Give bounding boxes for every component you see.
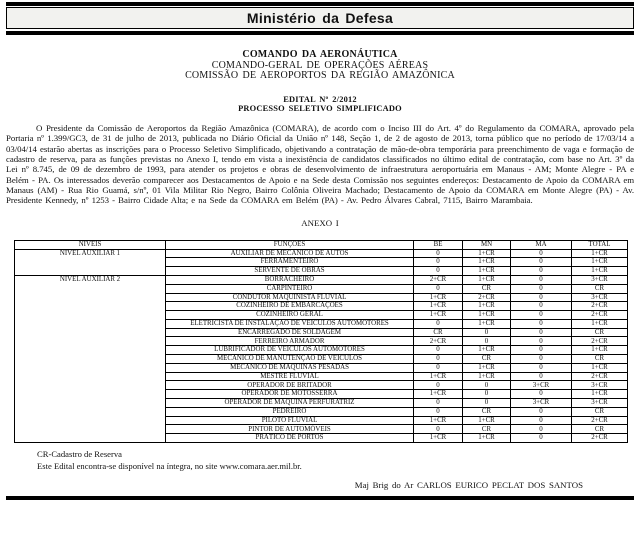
funcao-cell: SERVENTE DE OBRAS [166, 267, 414, 276]
edital-type: PROCESSO SELETIVO SIMPLIFICADO [238, 104, 402, 114]
mn-cell: 1+CR [463, 302, 511, 311]
footer-notes [37, 449, 634, 472]
edital-number: EDITAL Nº 2/2012 [283, 94, 357, 104]
column-header-total: TOTAL [572, 240, 628, 249]
total-cell: 1+CR [572, 363, 628, 372]
anexo-table [14, 240, 628, 443]
ma-cell: 0 [511, 434, 572, 443]
funcao-cell: COZINHEIRO GERAL [166, 311, 414, 320]
total-cell: 3+CR [572, 293, 628, 302]
mn-cell: 0 [463, 337, 511, 346]
ma-cell: 0 [511, 407, 572, 416]
mn-cell: 0 [463, 381, 511, 390]
be-cell: 1+CR [414, 311, 463, 320]
table-row [15, 275, 628, 284]
funcao-cell: PRÁTICO DE PORTOS [166, 434, 414, 443]
cr-legend-note: CR-Cadastro de Reserva [37, 449, 122, 460]
be-cell: 0 [414, 407, 463, 416]
ma-cell: 0 [511, 372, 572, 381]
be-cell: 1+CR [414, 434, 463, 443]
ma-cell: 0 [511, 319, 572, 328]
total-cell: 1+CR [572, 258, 628, 267]
ma-cell: 3+CR [511, 381, 572, 390]
org-line-comando-geral: COMANDO-GERAL DE OPERAÇÕES AÉREAS [211, 59, 429, 71]
total-cell: 3+CR [572, 381, 628, 390]
be-cell: 0 [414, 319, 463, 328]
be-cell: 1+CR [414, 372, 463, 381]
column-header-funcoes: FUNÇÕES [166, 240, 414, 249]
top-rule [6, 2, 634, 6]
funcao-cell: BORRACHEIRO [166, 275, 414, 284]
org-line-comissao-aeroportos: COMISSÃO DE AEROPORTOS DA REGIÃO AMAZÔNICA [185, 70, 455, 82]
ma-cell: 0 [511, 337, 572, 346]
total-cell: CR [572, 284, 628, 293]
ma-cell: 0 [511, 302, 572, 311]
edital-body-paragraph: O Presidente da Comissão de Aeroportos da Região Amazônica (COMARA), de acordo com o Inciso III do Art. 4º do Regulamento da COMARA, aprovado pela Portaria nº 1.399/GC3, de 31 de julho de 2013, publicada no Diário Oficial da União nº 148, Seção 1, de 2 de agosto de 2013, torna público que no período de 17/03/14 a 03/04/14 estarão abertas as inscrições para o Processo Seletivo Simplificado, objetivando a contratação de mão-de-obra temporária para preenchimento de vaga e formação de cadastro de reserva, para as funções previstas no Anexo I, tendo em vista a inexistência de candidatos classificados no último edital de contratação, com base no Art. 3º da Lei nº 8.745, de 09 de dezembro de 1993, para atender os projetos e obras de desenvolvimento de infraestrutura aeroportuária em Manaus - AM; Monte Alegre - PA e Belém - PA. Os interessados deverão comparecer aos Destacamentos de Apoio e na Sede desta Comissão nos seguintes endereços: Destacamento de Apoio da COMARA em Manaus (AM) - Rua Rio Guamá, s/nº, 01 Vila Militar Rio Negro, Bairro Colônia Oliveira Machado; Destacamento de Apoio da COMARA em Monte Alegre (PA) - Av. Presidente Kennedy, nº 1253 - Bairro Cidade Alta; e na Sede da COMARA em Belém (PA) - Av. Pedro Álvares Cabral, 7115, Bairro Marambaia. [6, 122, 634, 206]
column-header-ma: MA [511, 240, 572, 249]
anexo-table-header-row [15, 240, 628, 249]
total-cell: 3+CR [572, 275, 628, 284]
column-header-be: BE [414, 240, 463, 249]
ma-cell: 0 [511, 293, 572, 302]
total-cell: 3+CR [572, 399, 628, 408]
funcao-cell: MESTRE FLUVIAL [166, 372, 414, 381]
be-cell: 1+CR [414, 293, 463, 302]
total-cell: 2+CR [572, 434, 628, 443]
total-cell: CR [572, 425, 628, 434]
mn-cell: 2+CR [463, 293, 511, 302]
org-line-comando-aeronautica: COMANDO DA AERONÁUTICA [242, 49, 398, 60]
total-cell: 2+CR [572, 311, 628, 320]
be-cell: 1+CR [414, 302, 463, 311]
mn-cell: CR [463, 407, 511, 416]
funcao-cell: ELETRICISTA DE INSTALAÇÃO DE VEÍCULOS AUTOMOTORES [166, 319, 414, 328]
anexo-table-body [15, 249, 628, 443]
anexo-title: ANEXO I [301, 217, 339, 228]
mn-cell: 1+CR [463, 434, 511, 443]
ma-cell: 0 [511, 284, 572, 293]
signature-line: Maj Brig do Ar CARLOS EURICO PECLAT DOS SANTOS [354, 480, 583, 491]
funcao-cell: OPERADOR DE BRITADOR [166, 381, 414, 390]
be-cell: 0 [414, 284, 463, 293]
ma-cell: 0 [511, 416, 572, 425]
be-cell: 0 [414, 425, 463, 434]
mn-cell: CR [463, 355, 511, 364]
be-cell: 0 [414, 363, 463, 372]
ma-cell: 0 [511, 275, 572, 284]
total-cell: CR [572, 407, 628, 416]
funcao-cell: PILOTO FLUVIAL [166, 416, 414, 425]
edital-heading [6, 95, 634, 114]
column-header-niveis: NÍVEIS [15, 240, 166, 249]
be-cell: 2+CR [414, 275, 463, 284]
be-cell: 0 [414, 249, 463, 258]
mn-cell: 0 [463, 328, 511, 337]
be-cell: 1+CR [414, 390, 463, 399]
availability-note: Este Edital encontra-se disponível na íntegra, no site www.comara.aer.mil.br. [37, 460, 302, 471]
funcao-cell: MECÂNICO DE MÁQUINAS PESADAS [166, 363, 414, 372]
level-cell: NÍVEL AUXILIAR 2 [15, 275, 166, 442]
ma-cell: 0 [511, 363, 572, 372]
mn-cell: 0 [463, 390, 511, 399]
funcao-cell: MECÂNICO DE MANUTENÇÃO DE VEÍCULOS [166, 355, 414, 364]
be-cell: 2+CR [414, 337, 463, 346]
funcao-cell: AUXILIAR DE MECÂNICO DE AUTOS [166, 249, 414, 258]
ma-cell: 3+CR [511, 399, 572, 408]
mn-cell: 1+CR [463, 372, 511, 381]
be-cell: 0 [414, 258, 463, 267]
masthead-box [6, 7, 634, 29]
org-heading [6, 50, 634, 82]
total-cell: 2+CR [572, 416, 628, 425]
total-cell: 2+CR [572, 302, 628, 311]
masthead-bottom-rule [6, 31, 634, 35]
total-cell: 1+CR [572, 267, 628, 276]
be-cell: 0 [414, 399, 463, 408]
funcao-cell: FERRAMENTEIRO [166, 258, 414, 267]
ma-cell: 0 [511, 328, 572, 337]
mn-cell: CR [463, 425, 511, 434]
mn-cell: 1+CR [463, 311, 511, 320]
total-cell: 1+CR [572, 319, 628, 328]
anexo-table-head [15, 240, 628, 249]
ma-cell: 0 [511, 267, 572, 276]
be-cell: 1+CR [414, 416, 463, 425]
mn-cell: 0 [463, 399, 511, 408]
total-cell: 1+CR [572, 346, 628, 355]
funcao-cell: FERREIRO ARMADOR [166, 337, 414, 346]
funcao-cell: ENCARREGADO DE SOLDAGEM [166, 328, 414, 337]
mn-cell: 1+CR [463, 275, 511, 284]
bottom-rule [6, 496, 634, 500]
ma-cell: 0 [511, 390, 572, 399]
ma-cell: 0 [511, 249, 572, 258]
ma-cell: 0 [511, 355, 572, 364]
mn-cell: CR [463, 284, 511, 293]
be-cell: 0 [414, 381, 463, 390]
mn-cell: 1+CR [463, 363, 511, 372]
masthead-title: Ministério da Defesa [246, 10, 394, 26]
mn-cell: 1+CR [463, 416, 511, 425]
ma-cell: 0 [511, 425, 572, 434]
total-cell: 1+CR [572, 390, 628, 399]
funcao-cell: PEDREIRO [166, 407, 414, 416]
ma-cell: 0 [511, 346, 572, 355]
funcao-cell: LUBRIFICADOR DE VEÍCULOS AUTOMOTORES [166, 346, 414, 355]
total-cell: CR [572, 328, 628, 337]
funcao-cell: PINTOR DE AUTOMÓVEIS [166, 425, 414, 434]
mn-cell: 1+CR [463, 267, 511, 276]
ma-cell: 0 [511, 311, 572, 320]
be-cell: 0 [414, 355, 463, 364]
level-cell: NÍVEL AUXILIAR 1 [15, 249, 166, 275]
table-row [15, 249, 628, 258]
mn-cell: 1+CR [463, 258, 511, 267]
column-header-mn: MN [463, 240, 511, 249]
ma-cell: 0 [511, 258, 572, 267]
be-cell: CR [414, 328, 463, 337]
mn-cell: 1+CR [463, 249, 511, 258]
total-cell: CR [572, 355, 628, 364]
funcao-cell: OPERADOR DE MÁQUINA PERFURATRIZ [166, 399, 414, 408]
total-cell: 2+CR [572, 337, 628, 346]
funcao-cell: OPERADOR DE MOTOSSERRA [166, 390, 414, 399]
total-cell: 1+CR [572, 249, 628, 258]
mn-cell: 1+CR [463, 346, 511, 355]
funcao-cell: COZINHEIRO DE EMBARCAÇÕES [166, 302, 414, 311]
funcao-cell: CONDUTOR MAQUINISTA FLUVIAL [166, 293, 414, 302]
be-cell: 0 [414, 346, 463, 355]
mn-cell: 1+CR [463, 319, 511, 328]
total-cell: 2+CR [572, 372, 628, 381]
be-cell: 0 [414, 267, 463, 276]
funcao-cell: CARPINTEIRO [166, 284, 414, 293]
